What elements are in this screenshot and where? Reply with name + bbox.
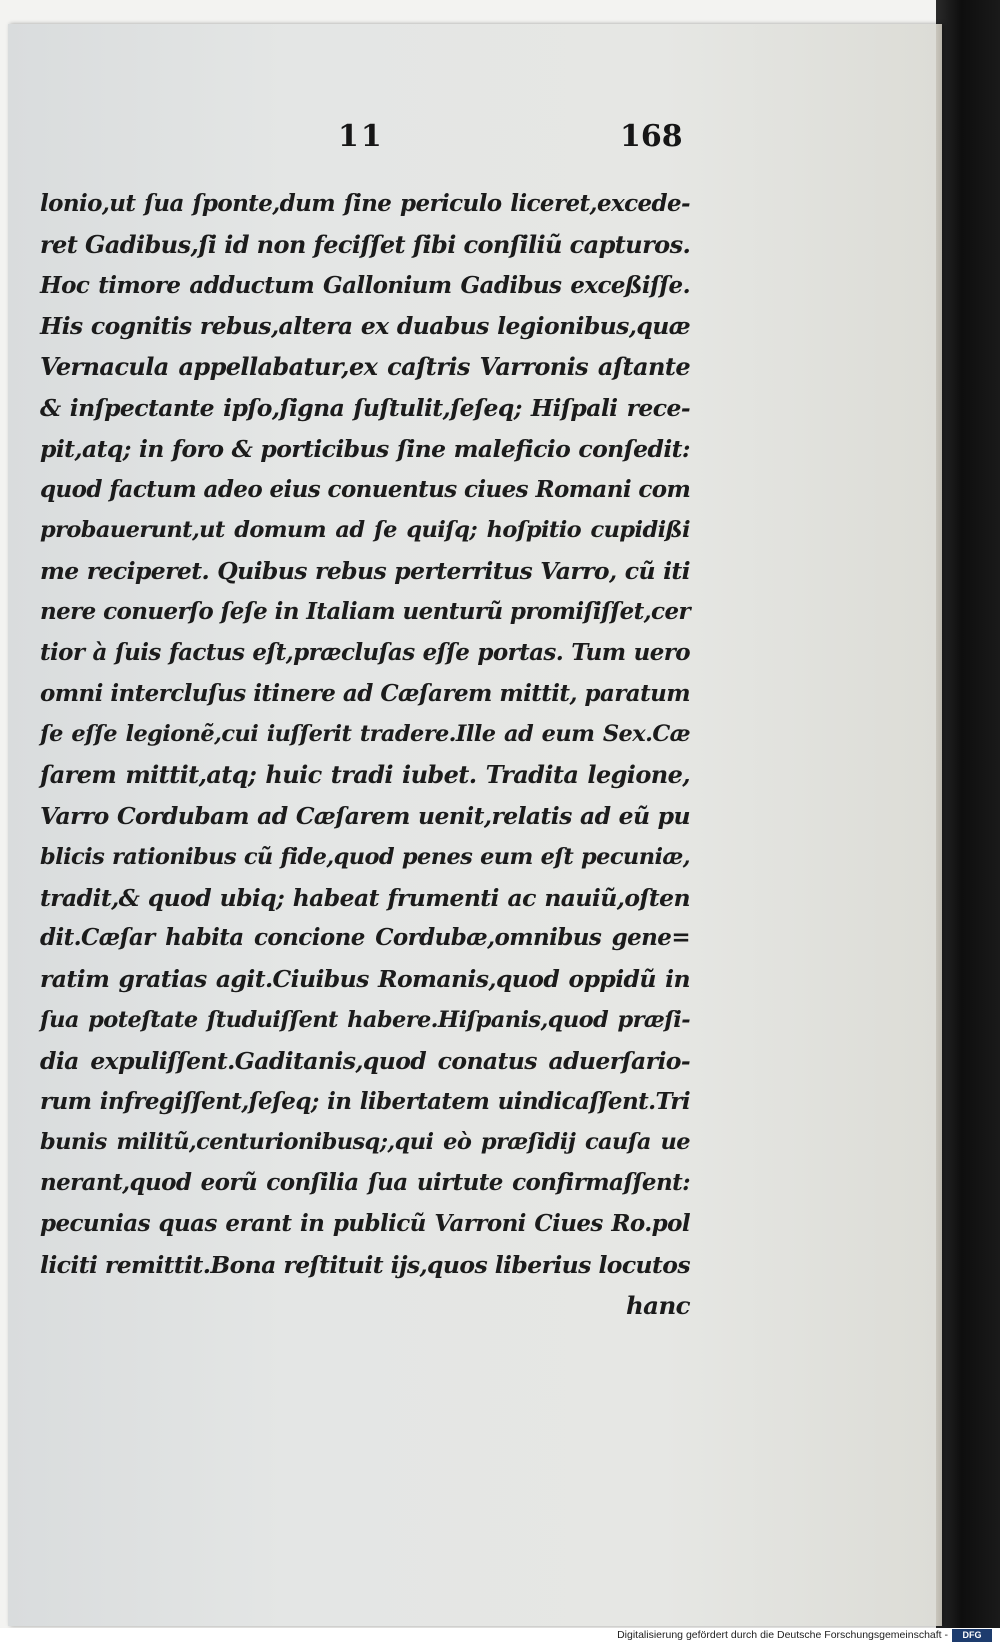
text-line: pecunias quas erant in publicũ Varroni Ciues Ro.pol (40, 1209, 690, 1237)
text-line: nere conuerſo ſeſe in Italiam uenturũ promiſiſſet,cer (40, 597, 690, 625)
folio-number: 168 (620, 119, 683, 154)
text-line: dit.Cæſar habita concione Cordubæ,omnibus gene= (40, 924, 690, 952)
page-fore-edge (936, 24, 942, 1626)
text-line: ratim gratias agit.Ciuibus Romanis,quod oppidũ in (40, 965, 690, 994)
text-line: lonio,ut ſua ſponte,dum ſine periculo liceret,excede‑ (40, 190, 690, 217)
text-line: ſua poteſtate ſtuduiſſent habere.Hiſpanis,quod præſi‑ (40, 1006, 690, 1033)
digitization-credit: Digitalisierung gefördert durch die Deutsche Forschungsgemeinschaft - (617, 1629, 948, 1641)
text-line: quod factum adeo eius conuentus ciues Romani com (40, 475, 691, 503)
text-line: tior à ſuis factus eſt,præcluſas eſſe portas. Tum uero (40, 638, 690, 666)
text-block (40, 184, 690, 1326)
text-line: me reciperet. Quibus rebus perterritus Varro, cũ iti (40, 557, 690, 586)
text-line: dia expuliſſent.Gaditanis,quod conatus aduerſario‑ (40, 1046, 690, 1075)
text-line: blicis rationibus cũ fide,quod penes eum eſt pecuniæ, (40, 843, 690, 870)
text-line: Varro Cordubam ad Cæſarem uenit,relatis ad eũ pu (40, 801, 690, 830)
text-line: ſe eſſe legionẽ,cui iuſſerit tradere.Ille ad eum Sex.Cæ (40, 721, 690, 748)
book-page (8, 24, 942, 1626)
text-line: omni intercluſus itinere ad Cæſarem mittit, paratum (40, 679, 690, 707)
text-line: His cognitis rebus,altera ex duabus legionibus,quæ (40, 312, 690, 341)
text-line: nerant,quod eorũ conſilia ſua uirtute confirmaſſent: (40, 1169, 690, 1197)
text-line: ret Gadibus,ſi id non feciſſet ſibi conſiliũ capturos. (40, 229, 691, 259)
text-line: Hoc timore adductum Gallonium Gadibus exceßiſſe. (40, 271, 690, 299)
text-line: probauerunt,ut domum ad ſe quiſq; hoſpitio cupidißi (40, 517, 690, 544)
text-line: Vernacula appellabatur,ex caſtris Varronis aſtante (40, 352, 690, 382)
running-head (8, 119, 942, 159)
catchword: hanc (625, 1290, 690, 1320)
dfg-logo: DFG (952, 1629, 992, 1642)
text-line: pit,atq; in foro & porticibus ſine maleficio conſedit: (40, 434, 690, 463)
text-line: rum infregiſſent,ſeſeq; in libertatem uindicaſſent.Tri (40, 1087, 690, 1115)
text-line: bunis militũ,centurionibusq;,qui eò præſidij cauſa ue (40, 1129, 690, 1156)
text-line: liciti remittit.Bona reſtituit ijs,quos liberius locutos (40, 1250, 690, 1279)
book-cover-edge (936, 0, 1000, 1645)
text-line: tradit,& quod ubiq; habeat frumenti ac nauiũ,oſten (40, 883, 690, 912)
gathering-mark: 11 (338, 119, 384, 154)
text-line: & inſpectante ipſo,ſigna ſuſtulit,ſeſeq; Hiſpali rece‑ (40, 393, 690, 422)
text-line: ſarem mittit,atq; huic tradi iubet. Tradita legione, (40, 760, 690, 790)
